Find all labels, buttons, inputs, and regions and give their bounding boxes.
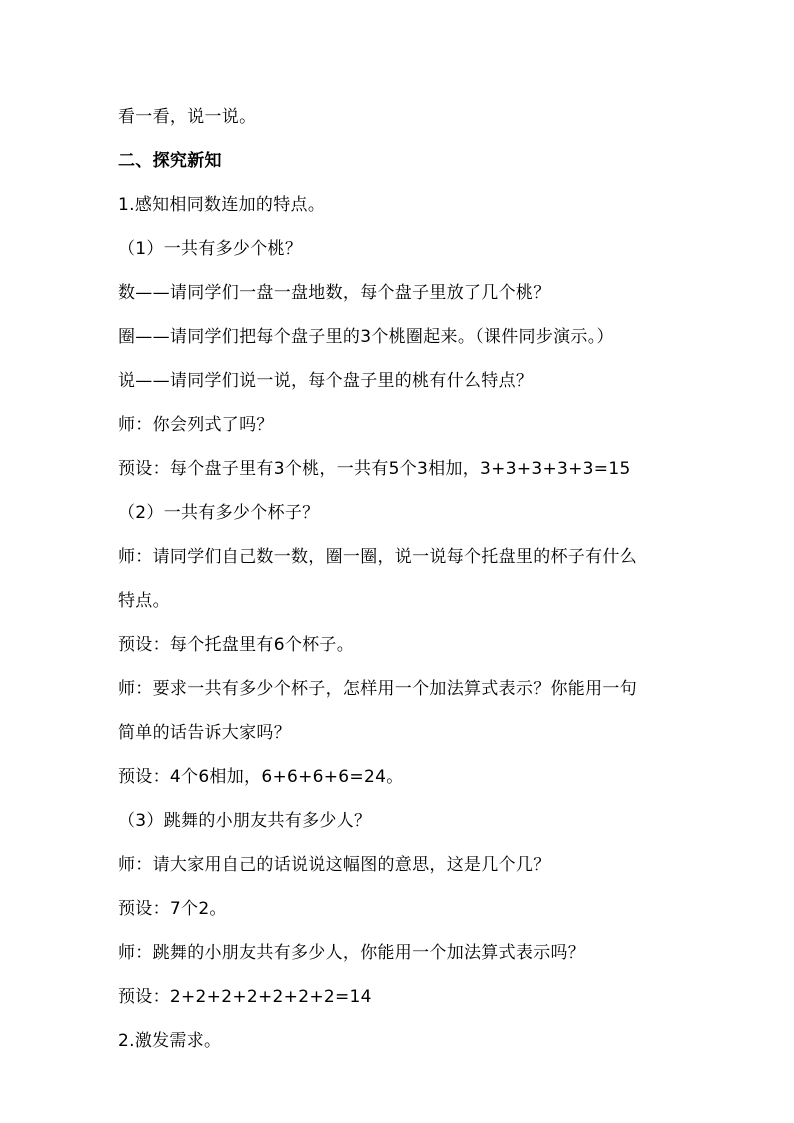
preset-answer-dancers-equation: 预设：2+2+2+2+2+2+2=14 bbox=[118, 987, 372, 1007]
paragraph-look-and-say: 看一看，说一说。 bbox=[118, 107, 257, 127]
section-heading-explore-new-knowledge: 二、探究新知 bbox=[118, 151, 222, 171]
teacher-question-cups-line1: 师：要求一共有多少个杯子，怎样用一个加法算式表示？你能用一句 bbox=[118, 679, 637, 699]
preset-answer-peaches: 预设：每个盘子里有3个桃，一共有5个3相加，3+3+3+3+3=15 bbox=[118, 459, 631, 479]
teacher-question-dancers-equation: 师：跳舞的小朋友共有多少人，你能用一个加法算式表示吗？ bbox=[118, 943, 586, 963]
teacher-instruction-cups-line2: 特点。 bbox=[118, 591, 170, 611]
subheading-stimulate-need: 2.激发需求。 bbox=[118, 1031, 222, 1051]
paragraph-circle-peaches: 圈——请同学们把每个盘子里的3个桃圈起来。（课件同步演示。） bbox=[118, 327, 614, 347]
teacher-question-cups-line2: 简单的话告诉大家吗？ bbox=[118, 723, 291, 743]
preset-answer-cups-equation: 预设：4个6相加，6+6+6+6=24。 bbox=[118, 767, 404, 787]
preset-answer-dancers-groups: 预设：7个2。 bbox=[118, 899, 227, 919]
preset-answer-cups: 预设：每个托盘里有6个杯子。 bbox=[118, 635, 355, 655]
subheading-repeated-addition-feature: 1.感知相同数连加的特点。 bbox=[118, 195, 326, 215]
question-dancers-total: （3）跳舞的小朋友共有多少人？ bbox=[118, 811, 372, 831]
paragraph-say-features: 说——请同学们说一说，每个盘子里的桃有什么特点？ bbox=[118, 371, 534, 391]
teacher-question-dancers-meaning: 师：请大家用自己的话说说这幅图的意思，这是几个几？ bbox=[118, 855, 551, 875]
question-cups-total: （2）一共有多少个杯子？ bbox=[118, 503, 320, 523]
question-peaches-total: （1）一共有多少个桃？ bbox=[118, 239, 303, 259]
teacher-instruction-cups-line1: 师：请同学们自己数一数，圈一圈，说一说每个托盘里的杯子有什么 bbox=[118, 547, 637, 567]
teacher-question-equation: 师：你会列式了吗？ bbox=[118, 415, 274, 435]
paragraph-count-plates: 数——请同学们一盘一盘地数，每个盘子里放了几个桃？ bbox=[118, 283, 551, 303]
